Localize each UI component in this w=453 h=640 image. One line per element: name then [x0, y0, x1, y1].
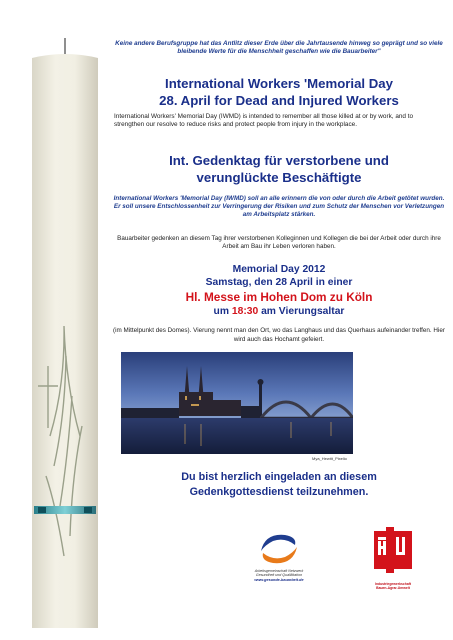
- title-german-line2: verunglückte Beschäftigte: [196, 169, 362, 185]
- event-time-prefix: um: [213, 306, 232, 318]
- netzwerk-url[interactable]: www.gesunde-bauarbeit.de: [254, 577, 304, 582]
- invitation-line1: Du bist herzlich eingeladen an diesem: [181, 471, 377, 483]
- netzwerk-logo: [244, 529, 314, 609]
- ig-bau-line2: Bauen-Agrar-Umwelt: [376, 586, 410, 591]
- paragraph-place: (im Mittelpunkt des Domes). Vierung nennt man den Ort, wo das Langhaus und das Querhaus aufeinander treffen. Hier wird auch das Hochamt gefeiert.: [113, 327, 445, 343]
- ig-bau-line1: Industriegewerkschaft: [375, 582, 411, 586]
- title-english-line2: 28. April for Dead and Injured Workers: [159, 92, 399, 108]
- event-time-suffix: am Vierungsaltar: [258, 306, 345, 318]
- paragraph-german-plain: Bauarbeiter gedenken an diesem Tag ihrer verstorbenen Kolleginnen und Kollegen die bei der Arbeit oder durch ihre Arbeit am Bau ihr Leben verloren haben.: [117, 235, 441, 251]
- event-details: [112, 263, 446, 318]
- netzwerk-line1: Arbeitsgemeinschaft Netzwerk: [254, 569, 304, 573]
- event-time: [112, 305, 446, 318]
- ig-bau-logo: [372, 527, 414, 589]
- netzwerk-line2: Gesundheit und Qualifikation: [255, 573, 303, 578]
- netzwerk-logo-icon: [255, 529, 303, 569]
- intro-quote: Keine andere Berufsgruppe hat das Antlitz dieser Erde über die Jahrtausende hinweg so geprägt und so viele bleibende Werte für die Menschheit geschaffen wie die Bauarbeiter": [115, 40, 443, 56]
- event-date: Samstag, den 28 April in einer: [205, 277, 353, 289]
- event-title: Memorial Day 2012: [232, 264, 326, 275]
- title-german: [112, 153, 446, 186]
- title-german-line1: Int. Gedenktag für verstorbene und: [169, 153, 389, 168]
- event-location: Hl. Messe im Hohen Dom zu Köln: [185, 289, 373, 304]
- invitation: [112, 470, 446, 499]
- event-time-value: 18:30: [231, 306, 259, 318]
- candle-illustration: [10, 36, 112, 632]
- ig-bau-logo-icon: [372, 527, 414, 577]
- invitation-line2: Gedenkgottesdienst teilzunehmen.: [189, 485, 369, 498]
- title-english: [112, 76, 446, 109]
- cologne-cathedral-photo: [121, 352, 353, 454]
- title-english-line1: International Workers 'Memorial Day: [165, 76, 393, 91]
- paragraph-german-italic: International Workers 'Memorial Day (IWMD) soll an alle erinnern die von oder durch die Arbeit getötet wurden. Er soll unsere Entschlossenheit zur Verringerung der Risiken und zum Schutz der Menschen vor Verletzungen am Arbeitsplatz stärken.: [113, 195, 445, 219]
- paragraph-english: International Workers' Memorial Day (IWMD) is intended to remember all those killed at or by work, and to strengthen our resolve to reduce risks and protect people from injury in the workplace.: [114, 113, 414, 129]
- photo-credit: Mya_Hewitt_Pixelio: [312, 456, 347, 461]
